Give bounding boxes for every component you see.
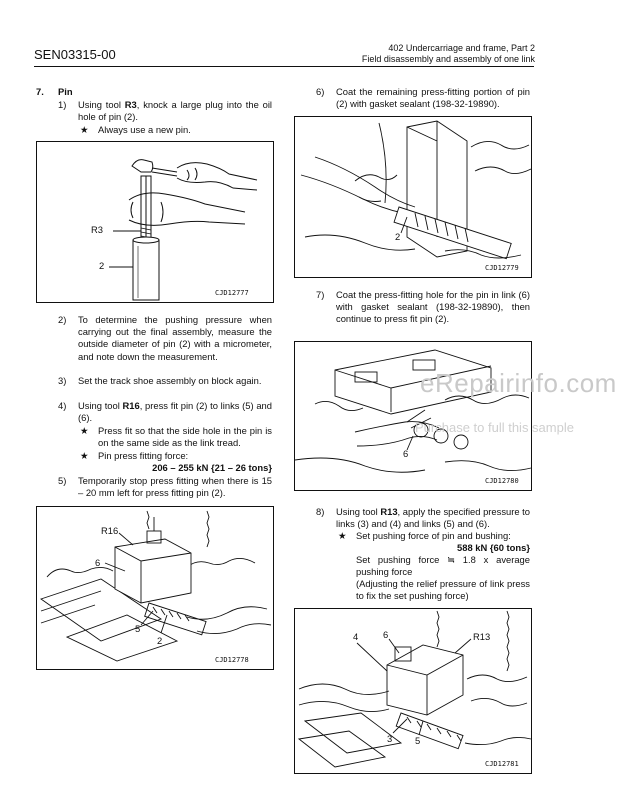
figure-press-fit-drawing	[295, 342, 531, 490]
header-rule	[34, 66, 534, 67]
figure-press-fit-link	[294, 341, 532, 491]
label-link-5: 5	[415, 735, 421, 746]
label-link-4: 4	[353, 631, 359, 642]
figure-caption: CJD12779	[485, 264, 519, 272]
label-r13: R13	[473, 631, 491, 642]
step8-line1: Set pushing force ≒ 1.8 x average pushing force	[356, 554, 530, 578]
step8-note: Set pushing force of pin and bushing:	[356, 530, 511, 541]
step4-num: 4)	[58, 400, 67, 411]
step1-text-a: Using tool	[78, 99, 125, 110]
figure-r16-drawing	[37, 507, 273, 669]
label-r3: R3	[91, 224, 103, 235]
step1-num: 1)	[58, 99, 67, 110]
step7-num: 7)	[316, 289, 325, 300]
step4-text	[78, 400, 272, 424]
step1-text-b: , knock a large plug into the oil hole of pin (2).	[78, 99, 273, 123]
step4-note2: Pin press fitting force:	[98, 450, 189, 461]
step8-text	[336, 506, 530, 530]
step4-note1: Press fit so that the side hole in the pin is on the same side as the link tread.	[98, 425, 272, 449]
step8-force: 588 kN {60 tons}	[457, 542, 530, 553]
label-link-6: 6	[383, 629, 389, 640]
label-link-5: 5	[135, 623, 141, 634]
figure-caption: CJD12778	[215, 656, 249, 664]
section-title	[362, 43, 535, 65]
step8-text-a: Using tool	[336, 506, 381, 517]
step1-text	[78, 99, 272, 123]
subsection-name: Field disassembly and assembly of one link	[361, 54, 535, 64]
step8-text-b: , apply the specified pressure to links (3) and (4) and links (5) and (6).	[336, 506, 531, 530]
figure-link-press-r13	[294, 608, 532, 774]
label-pin-2: 2	[395, 231, 401, 242]
figure-caption: CJD12780	[485, 477, 519, 485]
step5-num: 5)	[58, 475, 67, 486]
step6-text: Coat the remaining press-fitting portion of pin (2) with gasket sealant (198-32-19890).	[336, 86, 530, 110]
step8-line2: (Adjusting the relief pressure of link press to fix the set pushing force)	[356, 578, 530, 602]
step7-text: Coat the press-fitting hole for the pin in link (6) with gasket sealant (198-32-19890), then continue to press fit pin (2).	[336, 289, 530, 325]
step2-num: 2)	[58, 314, 67, 325]
figure-caption: CJD12781	[485, 760, 519, 768]
step5-text: Temporarily stop press fitting when there is 15 – 20 mm left for press fitting pin (2).	[78, 475, 272, 499]
star-icon: ★	[80, 425, 89, 436]
star-icon: ★	[80, 450, 89, 461]
step2-text: To determine the pushing pressure when carrying out the final assembly, measure the outside diameter of pin (2) with a micrometer, and note down the measurement.	[78, 314, 272, 362]
star-icon: ★	[80, 124, 89, 135]
section-name: 402 Undercarriage and frame, Part 2	[388, 43, 535, 53]
step3-num: 3)	[58, 375, 67, 386]
figure-link-press-r16	[36, 506, 274, 670]
figure-coat-pin	[294, 116, 532, 278]
figure-caption: CJD12777	[215, 289, 249, 297]
label-link-6: 6	[95, 557, 101, 568]
step-heading: Pin	[58, 86, 73, 97]
step-heading-num: 7.	[36, 86, 44, 97]
step8-tool: R13	[380, 506, 398, 517]
step1-note: Always use a new pin.	[98, 124, 191, 135]
figure-hammer-tool	[36, 141, 274, 303]
label-link-3: 3	[387, 733, 393, 744]
figure-r13-drawing	[295, 609, 531, 773]
step6-num: 6)	[316, 86, 325, 97]
label-link-6: 6	[403, 448, 409, 459]
step4-text-b: , press fit pin (2) to links (5) and (6).	[78, 400, 272, 424]
step8-num: 8)	[316, 506, 325, 517]
step3-text: Set the track shoe assembly on block again.	[78, 375, 262, 386]
figure-coat-pin-drawing	[295, 117, 531, 277]
step4-text-a: Using tool	[78, 400, 123, 411]
label-pin-2: 2	[99, 260, 105, 271]
step4-tool: R16	[122, 400, 140, 411]
watermark: eRepairinfo.com	[420, 368, 617, 398]
watermark-sub: Purchase to full this sample	[415, 420, 574, 435]
label-pin-2: 2	[157, 635, 163, 646]
step1-tool: R3	[124, 99, 137, 110]
step4-force: 206 – 255 kN {21 – 26 tons}	[152, 462, 272, 473]
label-r16: R16	[101, 525, 119, 536]
doc-code: SEN03315-00	[34, 47, 116, 62]
figure-hammer-drawing	[37, 142, 273, 302]
star-icon: ★	[338, 530, 347, 541]
